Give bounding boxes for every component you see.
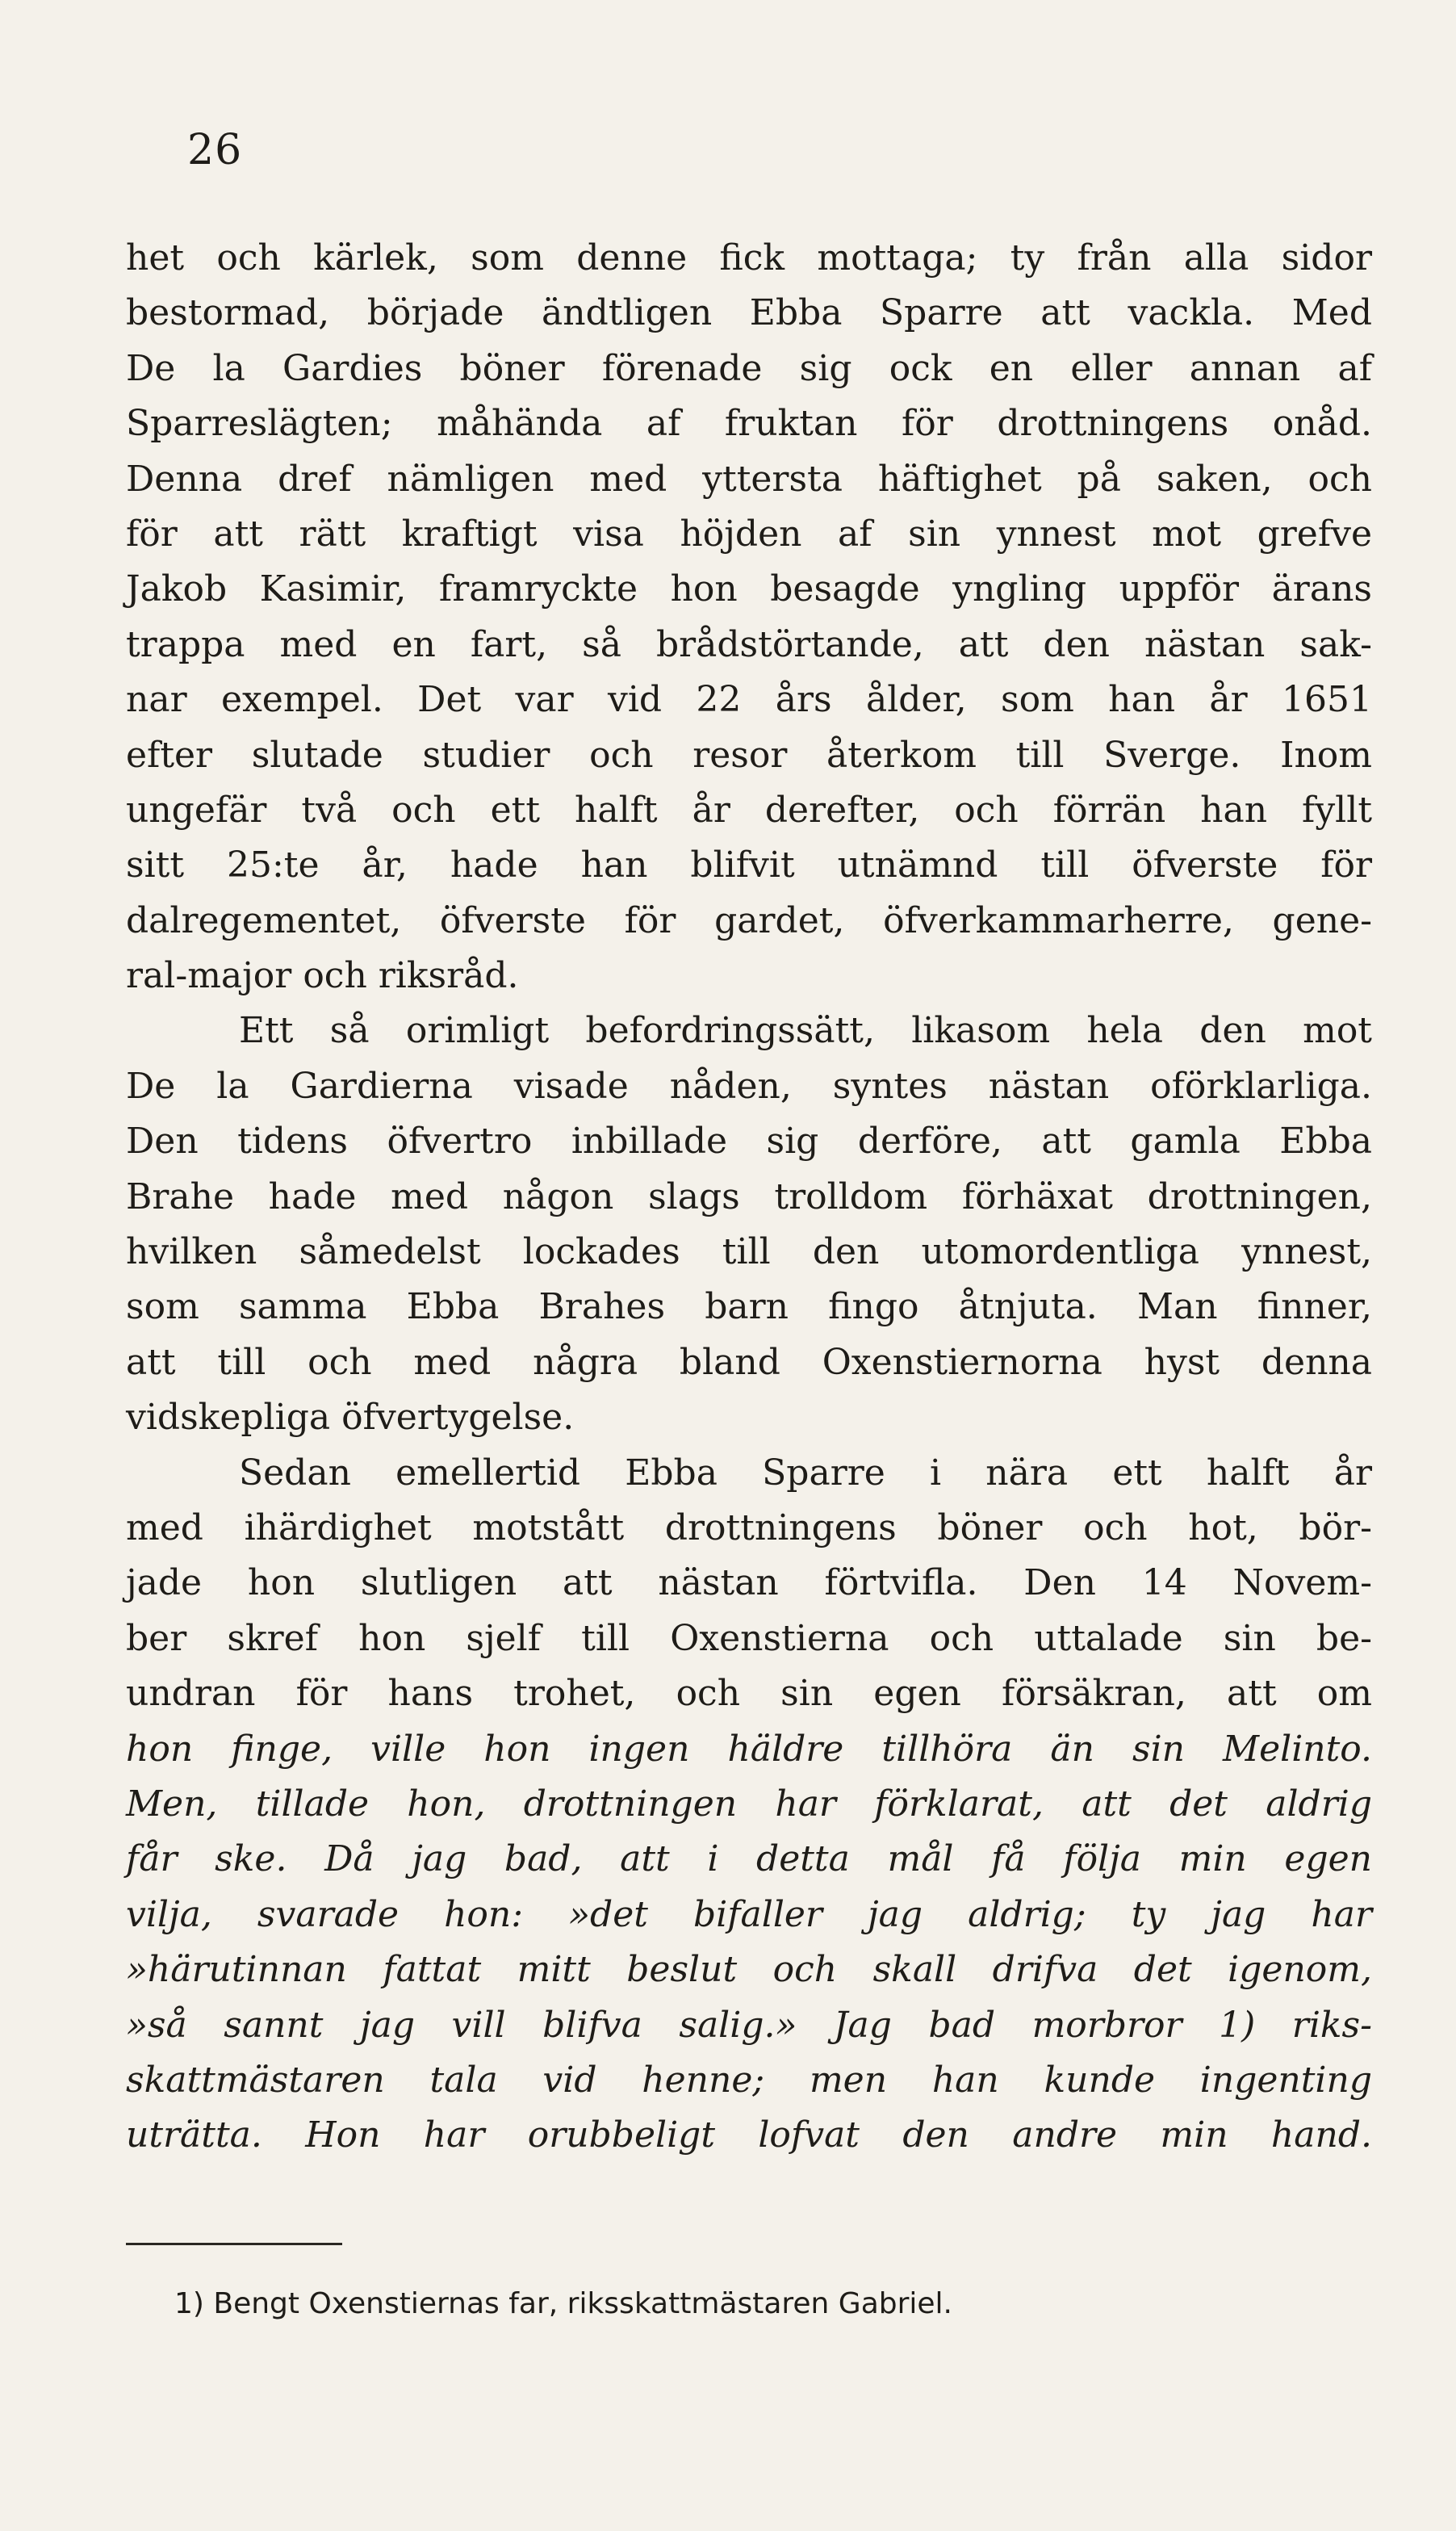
text-line: ungefär två och ett halft år derefter, och förrän han fyllt [126,789,1372,831]
text-line: jade hon slutligen att nästan förtvifla. Den 14 Novem- [126,1562,1372,1604]
page-number: 26 [187,126,243,174]
italic-line: vilja, svarade hon: »det bifaller jag aldrig; ty jag har [126,1893,1372,1935]
text-line: dalregementet, öfverste för gardet, öfverkammarherre, gene- [126,899,1372,941]
text-line: för att rätt kraftigt visa höjden af sin ynnest mot grefve [126,513,1372,555]
text-line: Brahe hade med någon slags trolldom förhäxat drottningen, [126,1175,1372,1217]
text-line: att till och med några bland Oxenstiernorna hyst denna [126,1341,1372,1383]
text-line: Sparreslägten; måhända af fruktan för drottningens onåd. [126,403,1372,445]
text-line: De la Gardierna visade nåden, syntes nästan oförklarliga. [126,1065,1372,1107]
italic-line: Men, tillade hon, drottningen har förklarat, att det aldrig [126,1783,1372,1825]
footnote-divider [126,2243,342,2245]
text-line: vidskepliga öfvertygelse. [126,1397,575,1439]
italic-line: uträtta. Hon har orubbeligt lofvat den andre min hand. [126,2114,1372,2156]
text-line: trappa med en fart, så brådstörtande, att den nästan sak- [126,623,1372,665]
footnote: 1) Bengt Oxenstiernas far, riksskattmästaren Gabriel. [174,2287,953,2320]
text-line: het och kärlek, som denne fick mottaga; ty från alla sidor [126,237,1372,279]
italic-line: får ske. Då jag bad, att i detta mål få följa min egen [126,1838,1372,1880]
text-line: ral-major och riksråd. [126,955,519,997]
text-line: Den tidens öfvertro inbillade sig derföre, att gamla Ebba [126,1121,1372,1163]
text-line: De la Gardies böner förenade sig ock en eller annan af [126,347,1372,389]
italic-line: »så sannt jag vill blifva salig.» Jag bad morbror 1) riks- [126,2004,1372,2046]
text-line: Denna dref nämligen med yttersta häftighet på saken, och [126,458,1372,500]
text-line: hvilken såmedelst lockades till den utomordentliga ynnest, [126,1231,1372,1273]
italic-line: hon finge, ville hon ingen häldre tillhöra än sin Melinto. [126,1728,1372,1770]
italic-line: »härutinnan fattat mitt beslut och skall drifva det igenom, [126,1949,1372,1991]
text-line: Jakob Kasimir, framryckte hon besagde yngling uppför ärans [126,568,1372,610]
text-line: med ihärdighet motstått drottningens böner och hot, bör- [126,1506,1372,1548]
text-line: efter slutade studier och resor återkom till Sverge. Inom [126,734,1372,776]
text-line: ber skref hon sjelf till Oxenstierna och uttalade sin be- [126,1617,1372,1659]
text-line: undran för hans trohet, och sin egen försäkran, att om [126,1673,1372,1715]
text-line: bestormad, började ändtligen Ebba Sparre att vackla. Med [126,292,1372,334]
text-line: Sedan emellertid Ebba Sparre i nära ett halft år [239,1452,1372,1494]
text-line: nar exempel. Det var vid 22 års ålder, som han år 1651 [126,679,1372,721]
italic-line: skattmästaren tala vid henne; men han kunde ingenting [126,2059,1372,2101]
text-line: sitt 25:te år, hade han blifvit utnämnd till öfverste för [126,844,1372,886]
text-line: Ett så orimligt befordringssätt, likasom hela den mot [239,1010,1372,1052]
body-text [126,231,1372,2164]
text-line: som samma Ebba Brahes barn fingo åtnjuta. Man finner, [126,1286,1372,1328]
